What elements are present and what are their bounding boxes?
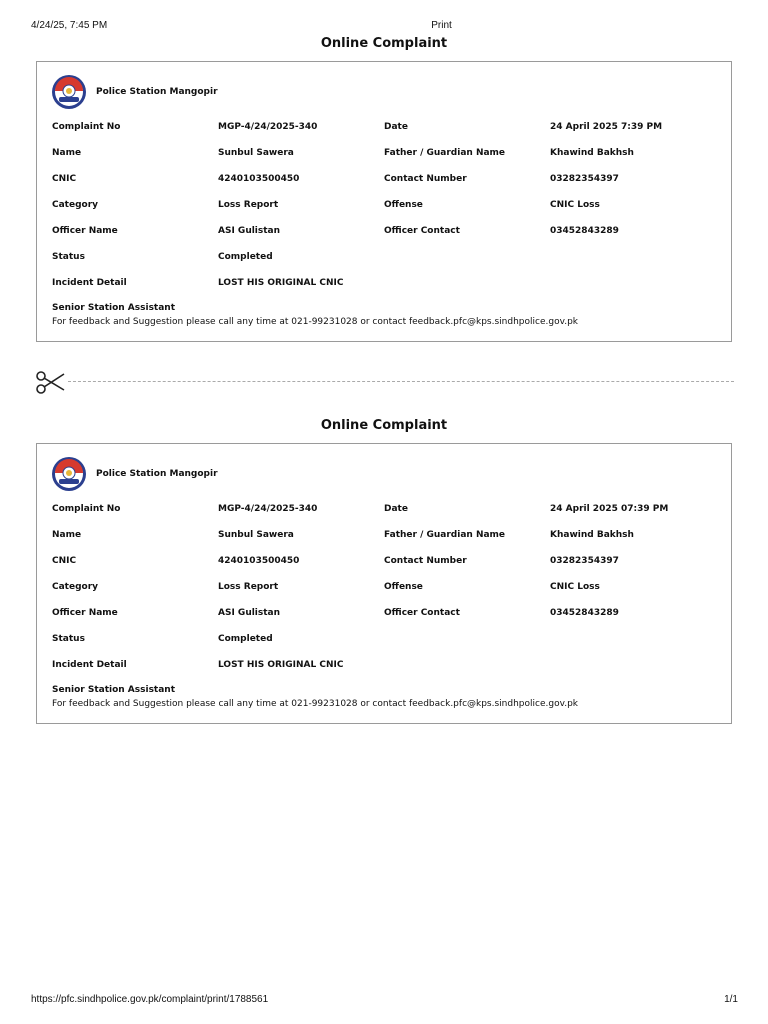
scissors-icon	[34, 368, 66, 396]
field-value: Loss Report	[218, 200, 279, 210]
field-label: Incident Detail	[52, 660, 127, 670]
detail-row	[52, 504, 718, 530]
field-label: Name	[52, 148, 82, 158]
field-label: Category	[52, 200, 99, 210]
signature-label: Senior Station Assistant	[52, 685, 176, 695]
field-value: 03282354397	[550, 556, 619, 566]
station-header	[51, 456, 218, 492]
print-page-title: Print	[431, 20, 452, 31]
field-label: Contact Number	[384, 174, 467, 184]
field-value: Khawind Bakhsh	[550, 148, 634, 158]
detail-row	[52, 608, 718, 634]
field-label: Contact Number	[384, 556, 467, 566]
field-value: 03452843289	[550, 226, 619, 236]
field-label: Complaint No	[52, 504, 121, 514]
detail-row	[52, 200, 718, 226]
field-value: 4240103500450	[218, 556, 300, 566]
detail-row	[52, 556, 718, 582]
field-value: LOST HIS ORIGINAL CNIC	[218, 278, 344, 288]
field-label: Officer Contact	[384, 226, 460, 236]
feedback-note: For feedback and Suggestion please call any time at 021-99231028 or contact feedback.pfc@kps.sindhpolice.gov.pk	[52, 699, 578, 709]
detail-row	[52, 582, 718, 608]
field-value: Sunbul Sawera	[218, 530, 294, 540]
feedback-note: For feedback and Suggestion please call any time at 021-99231028 or contact feedback.pfc@kps.sindhpolice.gov.pk	[52, 317, 578, 327]
field-value: CNIC Loss	[550, 582, 600, 592]
field-value: ASI Gulistan	[218, 608, 281, 618]
station-name: Police Station Mangopir	[96, 469, 218, 479]
field-label: Officer Name	[52, 226, 118, 236]
field-label: CNIC	[52, 556, 77, 566]
field-value: MGP-4/24/2025-340	[218, 504, 318, 514]
complaint-heading: Online Complaint	[320, 36, 448, 51]
field-label: Complaint No	[52, 122, 121, 132]
field-value: Loss Report	[218, 582, 279, 592]
complaint-details	[52, 504, 718, 686]
complaint-details	[52, 122, 718, 304]
complaint-heading: Online Complaint	[320, 418, 448, 433]
field-value: Khawind Bakhsh	[550, 530, 634, 540]
field-label: Father / Guardian Name	[384, 148, 506, 158]
cut-line	[68, 381, 734, 382]
detail-row	[52, 252, 718, 278]
field-value: 03282354397	[550, 174, 619, 184]
field-value: MGP-4/24/2025-340	[218, 122, 318, 132]
field-label: Name	[52, 530, 82, 540]
field-label: Offense	[384, 582, 423, 592]
detail-row	[52, 278, 718, 304]
complaint-card	[36, 443, 732, 724]
field-label: Date	[384, 122, 408, 132]
field-label: Category	[52, 582, 99, 592]
field-label: Officer Contact	[384, 608, 460, 618]
field-value: Sunbul Sawera	[218, 148, 294, 158]
police-logo-icon	[51, 74, 87, 110]
field-label: Officer Name	[52, 608, 118, 618]
field-value: CNIC Loss	[550, 200, 600, 210]
field-label: CNIC	[52, 174, 77, 184]
station-header	[51, 74, 218, 110]
field-label: Date	[384, 504, 408, 514]
complaint-card	[36, 61, 732, 342]
detail-row	[52, 660, 718, 686]
field-value: 4240103500450	[218, 174, 300, 184]
field-label: Offense	[384, 200, 423, 210]
print-datetime: 4/24/25, 7:45 PM	[31, 20, 108, 31]
field-value: Completed	[218, 252, 273, 262]
field-label: Father / Guardian Name	[384, 530, 506, 540]
signature-label: Senior Station Assistant	[52, 303, 176, 313]
page-number: 1/1	[724, 994, 738, 1005]
field-label: Status	[52, 252, 85, 262]
detail-row	[52, 226, 718, 252]
detail-row	[52, 174, 718, 200]
field-value: LOST HIS ORIGINAL CNIC	[218, 660, 344, 670]
detail-row	[52, 148, 718, 174]
field-value: 24 April 2025 07:39 PM	[550, 504, 669, 514]
field-value: ASI Gulistan	[218, 226, 281, 236]
field-value: 03452843289	[550, 608, 619, 618]
field-value: Completed	[218, 634, 273, 644]
field-label: Incident Detail	[52, 278, 127, 288]
police-logo-icon	[51, 456, 87, 492]
field-label: Status	[52, 634, 85, 644]
station-name: Police Station Mangopir	[96, 87, 218, 97]
detail-row	[52, 122, 718, 148]
detail-row	[52, 530, 718, 556]
detail-row	[52, 634, 718, 660]
field-value: 24 April 2025 7:39 PM	[550, 122, 663, 132]
page-url: https://pfc.sindhpolice.gov.pk/complaint/print/1788561	[31, 994, 269, 1005]
